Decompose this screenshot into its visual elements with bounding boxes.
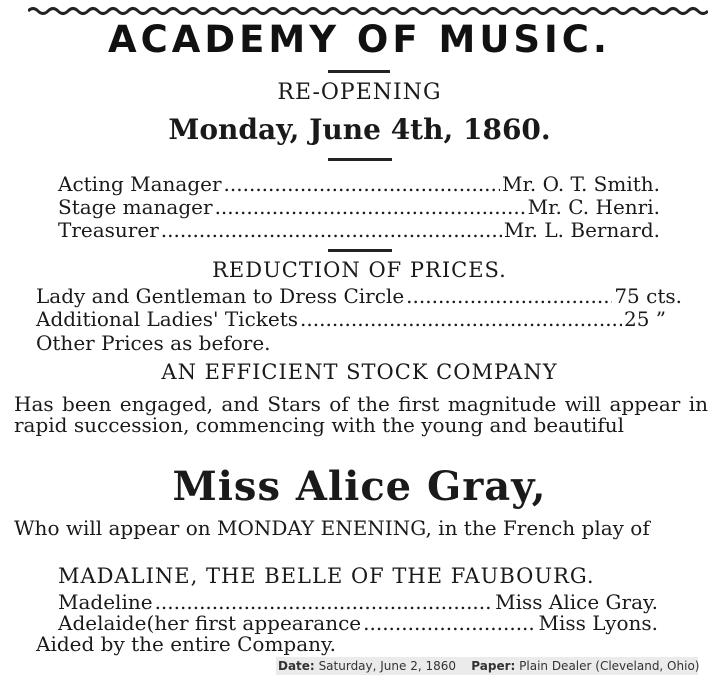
leader-dots [363,612,536,634]
staff-role: Treasurer [58,218,159,242]
price-value: 75 cts. [614,284,682,308]
leader-dots [224,173,501,195]
caption-date-value: Saturday, June 2, 1860 [318,659,457,673]
reduction-heading: REDUCTION OF PRICES. [212,258,507,282]
decorative-top-border [28,6,708,16]
divider-rule [328,158,392,161]
date-line: Monday, June 4th, 1860. [168,113,551,146]
cast-role: Madeline [58,590,153,614]
caption-paper-label: Paper: [471,659,516,673]
price-value: 25 ” [623,307,666,331]
leader-dots [406,285,612,307]
price-item: Lady and Gentleman to Dress Circle [36,284,405,308]
aided-line: Aided by the entire Company. [36,632,337,656]
leader-dots [215,196,526,218]
headline: ACADEMY OF MUSIC. [107,18,611,61]
appearance-paragraph: Who will appear on MONDAY ENENING, in the French play of [14,516,650,540]
stock-company-heading: AN EFFICIENT STOCK COMPANY [161,360,558,384]
reopening-line: RE-OPENING [277,80,442,105]
staff-name: Mr. L. Bernard. [503,218,660,242]
cast-actor: Miss Lyons. [538,611,658,635]
divider-rule [328,70,390,73]
price-item: Additional Ladies' Tickets [36,307,299,331]
leader-dots [161,219,502,241]
source-caption [276,657,698,675]
cast-row [58,591,658,613]
price-row [36,308,666,330]
cast-actor: Miss Alice Gray. [495,590,658,614]
other-prices-line: Other Prices as before. [36,331,271,355]
divider-rule [328,249,392,252]
leader-dots [155,591,494,613]
staff-name: Mr. C. Henri. [527,195,660,219]
staff-role: Acting Manager [58,172,222,196]
caption-date-label: Date: [278,659,315,673]
staff-row [58,196,660,218]
cast-role: Adelaide(her first appearance [58,611,362,635]
staff-row [58,173,660,195]
cast-row [58,612,658,634]
play-title: MADALINE, THE BELLE OF THE FAUBOURG. [58,564,595,588]
leader-dots [300,308,622,330]
staff-row [58,219,660,241]
price-row [36,285,682,307]
stock-paragraph: Has been engaged, and Stars of the first magnitude will appear in rapid succession, commencing with the young and beautiful [14,392,708,437]
caption-paper-value: Plain Dealer (Cleveland, Ohio) [519,659,700,673]
staff-role: Stage manager [58,195,213,219]
star-name: Miss Alice Gray, [172,463,547,510]
staff-name: Mr. O. T. Smith. [502,172,660,196]
